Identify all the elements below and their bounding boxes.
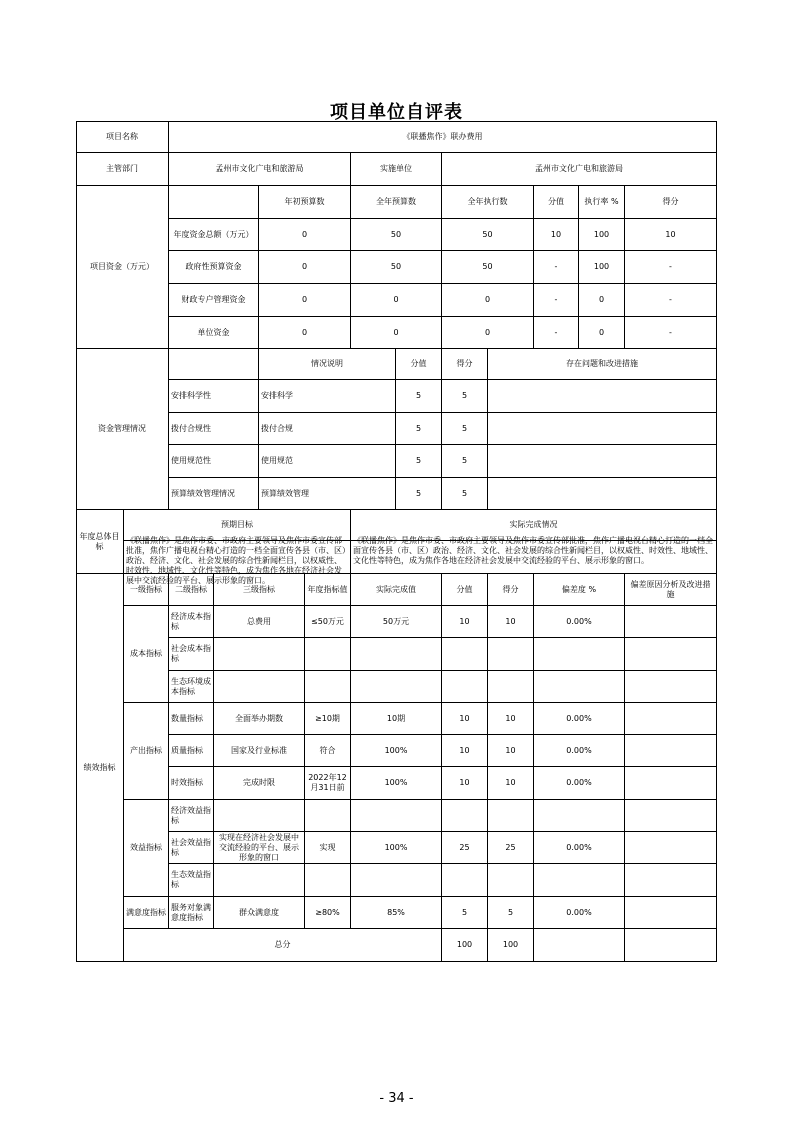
perf-score: 10 <box>442 606 488 638</box>
funds-value: 100 <box>579 219 625 251</box>
perf-l3: 全面举办期数 <box>214 703 305 735</box>
perf-l3: 总费用 <box>214 606 305 638</box>
funds-value: 0 <box>259 284 351 317</box>
funds-header: 年初预算数 <box>259 186 351 219</box>
perf-label: 绩效指标 <box>76 574 124 962</box>
funds-header: 得分 <box>625 186 717 219</box>
mgmt-header-blank <box>169 349 259 380</box>
funds-header: 全年执行数 <box>442 186 534 219</box>
funds-value: 0 <box>579 317 625 349</box>
perf-target <box>305 800 351 832</box>
perf-reason <box>625 703 717 735</box>
perf-actual: 100% <box>351 767 442 800</box>
perf-actual: 100% <box>351 832 442 864</box>
mgmt-row-score: 5 <box>396 413 442 445</box>
perf-actual: 50万元 <box>351 606 442 638</box>
mgmt-header: 情况说明 <box>259 349 396 380</box>
perf-header: 二级指标 <box>169 574 214 606</box>
impl-label: 实施单位 <box>351 153 442 186</box>
perf-l3 <box>214 671 305 703</box>
perf-actual: 100% <box>351 735 442 767</box>
mgmt-row-score: 5 <box>396 445 442 478</box>
mgmt-row-desc: 使用规范 <box>259 445 396 478</box>
mgmt-header: 分值 <box>396 349 442 380</box>
goal-expected-label: 预期目标 <box>124 510 351 541</box>
perf-l3: 国家及行业标准 <box>214 735 305 767</box>
perf-actual <box>351 671 442 703</box>
funds-row-name: 财政专户管理资金 <box>169 284 259 317</box>
perf-header: 偏差度 % <box>534 574 625 606</box>
funds-header-blank <box>169 186 259 219</box>
funds-value: 0 <box>579 284 625 317</box>
perf-deviation: 0.00% <box>534 606 625 638</box>
funds-value: - <box>534 284 579 317</box>
perf-total-got: 100 <box>488 929 534 962</box>
perf-target: 符合 <box>305 735 351 767</box>
perf-actual <box>351 864 442 897</box>
perf-header: 年度指标值 <box>305 574 351 606</box>
mgmt-row-name: 拨付合规性 <box>169 413 259 445</box>
goal-expected-text: 《联播焦作》是焦作市委、市政府主要领导及焦作市委宣传部批准，焦作广播电视台精心打造的一档全面宣传各县（市、区）政治、经济、文化、社会发展的综合性新闻栏目，以权威性、时效性、地域性、文化性等特色，成为焦作各地在经济社会发展中交流经验的平台、展示形象的窗口。 <box>126 536 346 585</box>
page-number: - 34 - <box>379 1091 414 1106</box>
perf-group-name: 满意度指标 <box>124 897 169 929</box>
funds-value: 0 <box>351 284 442 317</box>
perf-total-label: 总分 <box>124 929 442 962</box>
page-title: 项目单位自评表 <box>330 102 463 123</box>
perf-reason <box>625 832 717 864</box>
dept-value: 孟州市文化广电和旅游局 <box>169 153 351 186</box>
perf-actual <box>351 638 442 671</box>
funds-value: - <box>625 251 717 284</box>
perf-got <box>488 638 534 671</box>
perf-deviation <box>534 800 625 832</box>
perf-deviation: 0.00% <box>534 703 625 735</box>
mgmt-row-score: 5 <box>396 478 442 510</box>
perf-l2: 经济效益指标 <box>169 800 214 832</box>
perf-actual <box>351 800 442 832</box>
impl-value: 孟州市文化广电和旅游局 <box>442 153 717 186</box>
perf-score <box>442 671 488 703</box>
perf-reason <box>625 864 717 897</box>
perf-l2: 时效指标 <box>169 767 214 800</box>
mgmt-label: 资金管理情况 <box>76 349 169 510</box>
funds-value: 10 <box>534 219 579 251</box>
funds-value: 0 <box>259 219 351 251</box>
mgmt-row-issue <box>488 413 717 445</box>
perf-target: ≤50万元 <box>305 606 351 638</box>
perf-target <box>305 671 351 703</box>
mgmt-row-name: 使用规范性 <box>169 445 259 478</box>
perf-score <box>442 800 488 832</box>
perf-l2: 数量指标 <box>169 703 214 735</box>
funds-label: 项目资金（万元） <box>76 186 169 349</box>
perf-target <box>305 864 351 897</box>
perf-score <box>442 638 488 671</box>
perf-score: 10 <box>442 703 488 735</box>
funds-header: 分值 <box>534 186 579 219</box>
perf-l3 <box>214 864 305 897</box>
perf-l2: 生态效益指标 <box>169 864 214 897</box>
funds-value: 0 <box>259 251 351 284</box>
mgmt-row-desc: 拨付合规 <box>259 413 396 445</box>
perf-got <box>488 800 534 832</box>
perf-score: 25 <box>442 832 488 864</box>
funds-value: 50 <box>442 219 534 251</box>
perf-reason <box>625 897 717 929</box>
perf-actual: 10期 <box>351 703 442 735</box>
funds-value: 0 <box>442 317 534 349</box>
funds-value: - <box>625 284 717 317</box>
perf-group-name: 效益指标 <box>124 800 169 897</box>
mgmt-row-issue <box>488 445 717 478</box>
perf-l2: 社会成本指标 <box>169 638 214 671</box>
mgmt-row-name: 安排科学性 <box>169 380 259 413</box>
funds-value: 0 <box>351 317 442 349</box>
mgmt-row-name: 预算绩效管理情况 <box>169 478 259 510</box>
perf-reason <box>625 638 717 671</box>
perf-l2: 经济成本指标 <box>169 606 214 638</box>
perf-l3: 实现在经济社会发展中交流经验的平台、展示形象的窗口 <box>214 832 305 864</box>
perf-got: 10 <box>488 703 534 735</box>
goal-expected <box>124 536 351 585</box>
perf-score: 5 <box>442 897 488 929</box>
perf-l3 <box>214 800 305 832</box>
mgmt-header: 存在问题和改进措施 <box>488 349 717 380</box>
perf-target: 2022年12月31日前 <box>305 767 351 800</box>
mgmt-header: 得分 <box>442 349 488 380</box>
funds-value: 50 <box>442 251 534 284</box>
perf-reason <box>625 606 717 638</box>
perf-header: 三级指标 <box>214 574 305 606</box>
goal-label: 年度总体目标 <box>76 510 124 574</box>
perf-score <box>442 864 488 897</box>
perf-got: 5 <box>488 897 534 929</box>
perf-group-name: 成本指标 <box>124 606 169 703</box>
perf-deviation: 0.00% <box>534 767 625 800</box>
perf-reason <box>625 671 717 703</box>
mgmt-row-got: 5 <box>442 380 488 413</box>
mgmt-row-got: 5 <box>442 413 488 445</box>
perf-total-score: 100 <box>442 929 488 962</box>
perf-actual: 85% <box>351 897 442 929</box>
funds-row-name: 政府性预算资金 <box>169 251 259 284</box>
mgmt-row-issue <box>488 478 717 510</box>
dept-label: 主管部门 <box>76 153 169 186</box>
funds-value: 50 <box>351 251 442 284</box>
perf-got <box>488 864 534 897</box>
funds-value: 0 <box>442 284 534 317</box>
funds-value: 100 <box>579 251 625 284</box>
perf-target: ≥80% <box>305 897 351 929</box>
funds-value: 10 <box>625 219 717 251</box>
perf-got <box>488 671 534 703</box>
project-name-label: 项目名称 <box>76 121 169 153</box>
perf-reason <box>625 735 717 767</box>
perf-deviation <box>534 671 625 703</box>
goal-actual-label: 实际完成情况 <box>351 510 717 541</box>
perf-score: 10 <box>442 767 488 800</box>
perf-l2: 社会效益指标 <box>169 832 214 864</box>
funds-header: 全年预算数 <box>351 186 442 219</box>
perf-target: ≥10期 <box>305 703 351 735</box>
perf-l3 <box>214 638 305 671</box>
goal-actual-text: 《联播焦作》是焦作市委、市政府主要领导及焦作市委宣传部批准，焦作广播电视台精心打造的一档全面宣传各县（市、区）政治、经济、文化、社会发展的综合性新闻栏目，以权威性、时效性、地域性、文化性等特色，成为焦作各地在经济社会发展中交流经验的平台、展示形象的窗口。 <box>353 536 713 565</box>
perf-header: 实际完成值 <box>351 574 442 606</box>
perf-deviation: 0.00% <box>534 735 625 767</box>
mgmt-row-got: 5 <box>442 445 488 478</box>
project-name: 《联播焦作》联办费用 <box>169 121 717 153</box>
perf-deviation: 0.00% <box>534 832 625 864</box>
perf-l3: 群众满意度 <box>214 897 305 929</box>
funds-value: 50 <box>351 219 442 251</box>
mgmt-row-desc: 预算绩效管理 <box>259 478 396 510</box>
perf-reason <box>625 800 717 832</box>
perf-header: 分值 <box>442 574 488 606</box>
funds-value: - <box>534 317 579 349</box>
mgmt-row-score: 5 <box>396 380 442 413</box>
perf-reason <box>625 767 717 800</box>
perf-got: 10 <box>488 606 534 638</box>
perf-target: 实现 <box>305 832 351 864</box>
perf-deviation <box>534 638 625 671</box>
perf-got: 10 <box>488 767 534 800</box>
mgmt-row-issue <box>488 380 717 413</box>
perf-l3: 完成时限 <box>214 767 305 800</box>
funds-header: 执行率 % <box>579 186 625 219</box>
funds-value: - <box>625 317 717 349</box>
goal-actual <box>351 536 717 574</box>
perf-total-blank <box>625 929 717 962</box>
perf-target <box>305 638 351 671</box>
perf-l2: 质量指标 <box>169 735 214 767</box>
perf-got: 25 <box>488 832 534 864</box>
perf-total-blank <box>534 929 625 962</box>
perf-header: 得分 <box>488 574 534 606</box>
perf-group-name: 产出指标 <box>124 703 169 800</box>
perf-score: 10 <box>442 735 488 767</box>
mgmt-row-got: 5 <box>442 478 488 510</box>
mgmt-row-desc: 安排科学 <box>259 380 396 413</box>
funds-row-name: 单位资金 <box>169 317 259 349</box>
funds-value: 0 <box>259 317 351 349</box>
perf-l2: 生态环境成本指标 <box>169 671 214 703</box>
perf-deviation: 0.00% <box>534 897 625 929</box>
perf-header: 一级指标 <box>124 574 169 606</box>
perf-got: 10 <box>488 735 534 767</box>
funds-value: - <box>534 251 579 284</box>
perf-l2: 服务对象满意度指标 <box>169 897 214 929</box>
funds-row-name: 年度资金总额（万元） <box>169 219 259 251</box>
perf-header: 偏差原因分析及改进措施 <box>625 574 717 606</box>
perf-deviation <box>534 864 625 897</box>
